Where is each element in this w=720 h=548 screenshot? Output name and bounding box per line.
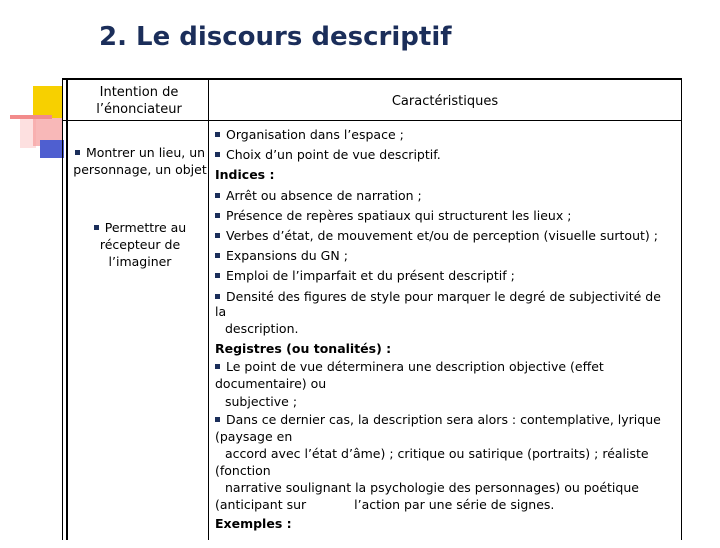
table-column-divider [208,78,209,540]
list-item-cont: accord avec l’état d’âme) ; critique ou satirique (portraits) ; réaliste [225,445,649,461]
bullet-icon [215,152,220,157]
list-item: Densité des figures de style pour marquer le degré de subjectivité de [215,289,665,304]
list-item-cont: subjective ; [225,393,298,409]
list-item-cont: (fonction [215,462,271,478]
characteristics-content [215,125,665,534]
bullet-icon [215,253,220,258]
list-item-cont: la [215,303,227,319]
bullet-icon [215,364,220,369]
list-item: Choix d’un point de vue descriptif. [215,145,665,165]
list-item: Emploi de l’imparfait et du présent descriptif ; [215,266,665,286]
left-item-montrer: Montrer un lieu, un personnage, un objet [73,145,207,177]
header-caracteristiques: Caractéristiques [391,94,499,109]
list-item: Organisation dans l’espace ; [215,125,665,145]
list-item: Arrêt ou absence de narration ; [215,186,665,206]
table-border-left-outer [62,78,63,540]
bullet-icon [215,294,220,299]
list-item: Présence de repères spatiaux qui structurent les lieux ; [215,206,665,226]
bullet-icon [215,132,220,137]
decor-blue-square [40,140,64,158]
page-title: 2. Le discours descriptif [99,22,452,52]
bullet-icon [94,225,99,230]
indices-heading: Indices : [215,167,275,183]
bullet-icon [215,233,220,238]
list-item-cont: (paysage en [215,428,293,444]
table-border-left [66,78,68,540]
table-header-divider [62,120,682,121]
list-item-cont: narrative soulignant la psychologie des personnages) ou poétique [225,479,639,495]
list-item: Verbes d’état, de mouvement et/ou de perception (visuelle surtout) ; [215,226,665,246]
exemples-heading: Exemples : [215,515,292,531]
list-item-cont: (anticipant sur l’action par une série de signes. [215,496,555,512]
list-item: Expansions du GN ; [215,246,665,266]
bullet-icon [215,213,220,218]
decor-red-line [10,115,52,119]
list-item-cont: description. [225,320,299,336]
header-intention: Intention de l’énonciateur [96,85,182,117]
bullet-icon [215,417,220,422]
list-item-cont: documentaire) ou [215,375,327,391]
characteristics-table [70,78,682,548]
list-item: Dans ce dernier cas, la description sera alors : contemplative, lyrique [215,412,665,428]
left-item-permettre: Permettre au récepteur de l’imaginer [86,219,194,270]
decor-yellow-square [33,86,63,118]
bullet-icon [75,150,80,155]
list-item: Le point de vue déterminera une description objective (effet [215,359,665,375]
bullet-icon [215,273,220,278]
table-border-right [681,78,682,540]
bullet-icon [215,193,220,198]
registres-heading: Registres (ou tonalités) : [215,340,392,356]
table-border-top [62,78,682,80]
